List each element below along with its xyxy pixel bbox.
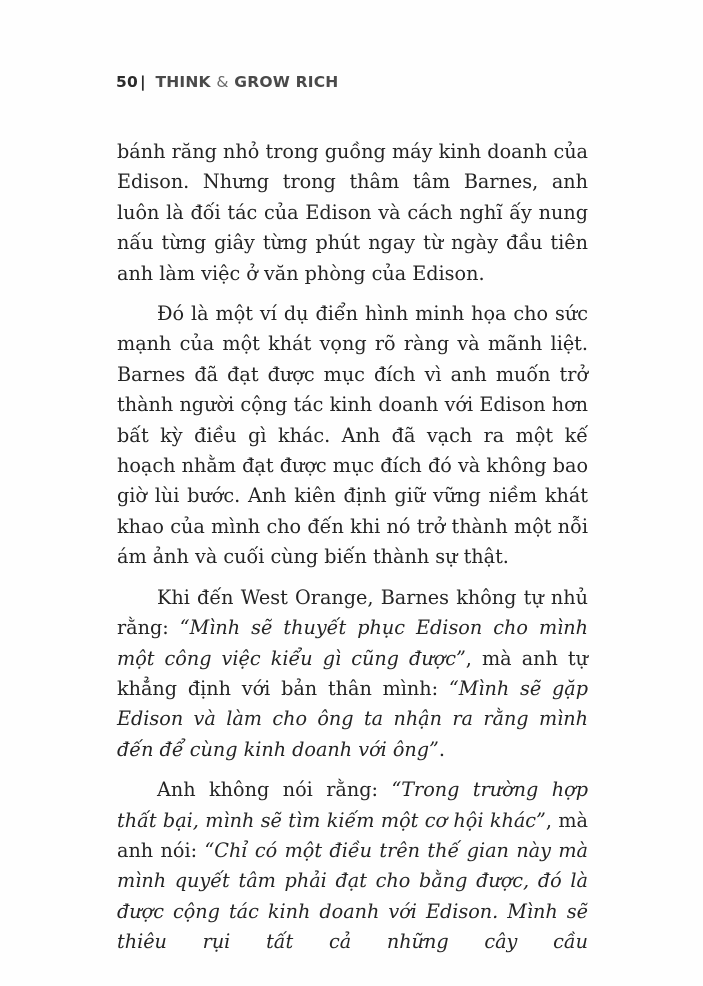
text-segment: . bbox=[438, 737, 445, 761]
text-segment: bánh răng nhỏ trong guồng máy kinh doanh của Edison. Nhưng trong thâm tâm Barnes, anh luôn là đối tác của Edison và cách nghĩ ấy nung nấu từng giây từng phút ngay từ ngày đầu tiên anh làm việc ở văn phòng của Edison. bbox=[117, 140, 588, 285]
page-number: 50 bbox=[116, 73, 138, 91]
book-title-part2: GROW RICH bbox=[234, 73, 339, 91]
italic-quote: “Trong trường hợp thất bại, mình sẽ tìm kiếm một cơ hội khác” bbox=[117, 778, 588, 832]
italic-quote: “Mình sẽ gặp Edison và làm cho ông ta nhận ra rằng mình đến để cùng kinh doanh với ông” bbox=[117, 676, 588, 761]
text-segment: Anh không nói rằng: bbox=[157, 778, 392, 802]
italic-quote: “Mình sẽ thuyết phục Edison cho mình một công việc kiểu gì cũng được” bbox=[117, 616, 588, 670]
text-segment: Khi đến West Orange, Barnes không tự nhủ rằng: bbox=[117, 585, 588, 640]
italic-quote: “Chỉ có một điều trên thế gian này mà mình quyết tâm phải đạt cho bằng được, đó là được cộng tác kinh doanh với Edison. Mình sẽ thiêu rụi tất cả những cây cầu bbox=[117, 838, 588, 954]
header-separator: | bbox=[139, 73, 146, 91]
text-segment: Đó là một ví dụ điển hình minh họa cho sức mạnh của một khát vọng rõ ràng và mãnh liệt. Barnes đã đạt được mục đích vì anh muốn trở thành người cộng tác kinh doanh với Edison hơn bất kỳ điều gì khác. Anh đã vạch ra một kế hoạch nhằm đạt được mục đích đó và không bao giờ lùi bước. Anh kiên định giữ vững niềm khát khao của mình cho đến khi nó trở thành một nỗi ám ảnh và cuối cùng biến thành sự thật. bbox=[117, 302, 588, 569]
paragraph-3 bbox=[117, 583, 588, 765]
text-segment: , mà anh tự khẳng định với bản thân mình: bbox=[117, 646, 588, 700]
paragraph-4 bbox=[117, 775, 588, 957]
paragraph-1 bbox=[117, 137, 588, 289]
paragraph-2 bbox=[117, 299, 588, 573]
book-title-part1: THINK bbox=[155, 73, 211, 91]
text-segment: , mà anh nói: bbox=[117, 808, 588, 862]
book-title-ampersand: & bbox=[216, 73, 229, 91]
running-header bbox=[116, 73, 338, 91]
body-text bbox=[117, 137, 588, 958]
